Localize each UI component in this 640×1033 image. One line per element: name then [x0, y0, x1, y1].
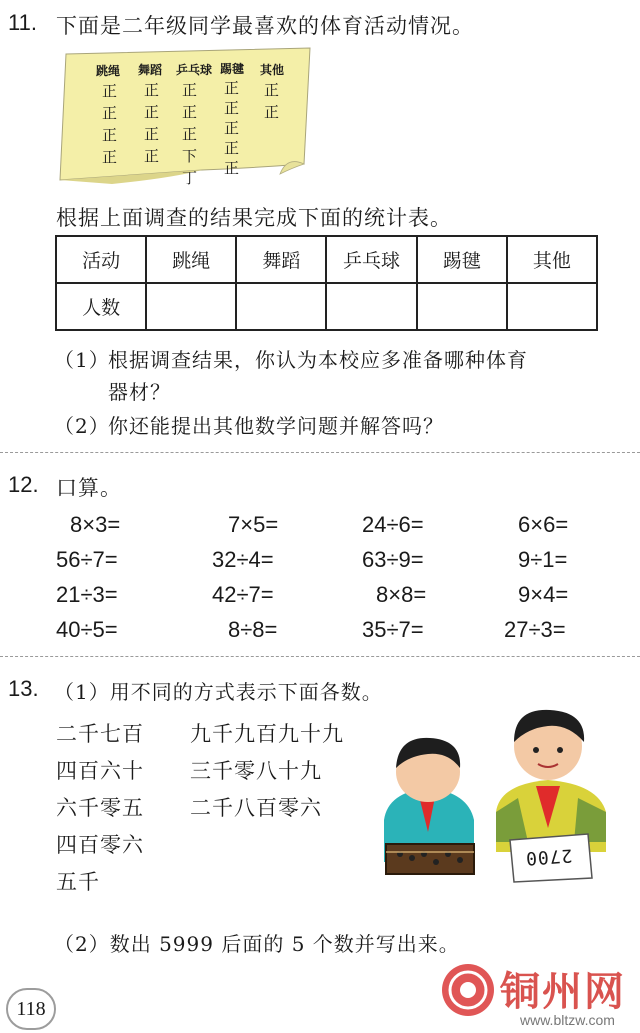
paper-number-text: 2700 [524, 844, 574, 869]
q11-sub1-line1: 根据调查结果，你认为本校应多准备哪种体育 [108, 348, 528, 372]
table-cell: 舞蹈 [236, 236, 326, 283]
tally-pingpong: 正 正 正 下 丁 [182, 81, 198, 187]
calc-item: 6×6= [518, 512, 569, 537]
q12-number: 12. [8, 472, 39, 497]
site-url: www.bltzw.com [520, 1012, 615, 1028]
number-word: 四百零六 [56, 833, 144, 857]
calc-item: 21÷3= [56, 582, 118, 607]
note-header-pingpong: 乒乓球 [176, 63, 213, 77]
divider [0, 452, 640, 453]
calc-item: 32÷4= [212, 547, 274, 572]
calc-item: 9÷1= [518, 547, 568, 572]
boy-abacus-icon [384, 738, 474, 874]
q11-sub1-marker: （1） [54, 348, 110, 372]
number-word: 九千九百九十九 [190, 722, 344, 746]
children-illustration [378, 702, 624, 892]
note-header-rope: 跳绳 [96, 64, 121, 78]
calc-item: 40÷5= [56, 617, 118, 642]
table-cell: 跳绳 [146, 236, 236, 283]
q12-title: 口算。 [56, 476, 122, 500]
survey-sticky-note [52, 46, 314, 186]
calc-item: 35÷7= [362, 617, 424, 642]
q11-instruction: 根据上面调查的结果完成下面的统计表。 [56, 206, 452, 230]
calc-item: 56÷7= [56, 547, 118, 572]
table-cell: 活动 [56, 236, 146, 283]
table-answer-cell[interactable] [236, 283, 326, 330]
q13-sub1: （1）用不同的方式表示下面各数。 [54, 680, 383, 704]
divider [0, 656, 640, 657]
table-cell: 乒乓球 [326, 236, 416, 283]
table-count-row [56, 283, 597, 330]
tally-shuttlecock: 正 正 正 正 正 [224, 79, 240, 177]
q11-sub2-marker: （2） [54, 414, 110, 438]
calc-item: 27÷3= [504, 617, 566, 642]
number-word: 二千七百 [56, 722, 144, 746]
calc-item: 8÷8= [228, 617, 278, 642]
number-word: 三千零八十九 [190, 759, 322, 783]
q11-number: 11. [8, 10, 37, 35]
table-answer-cell[interactable] [326, 283, 416, 330]
number-word: 五千 [56, 870, 100, 894]
table-cell: 踢毽 [417, 236, 507, 283]
site-logo-icon [440, 962, 496, 1018]
note-header-dance: 舞蹈 [138, 63, 163, 77]
note-header-other: 其他 [260, 63, 285, 77]
q13-sub2: （2）数出 5999 后面的 5 个数并写出来。 [54, 932, 460, 956]
q11-title: 下面是二年级同学最喜欢的体育活动情况。 [56, 14, 474, 38]
site-name: 铜州网 [500, 968, 626, 1015]
calc-item: 9×4= [518, 582, 569, 607]
calc-item: 8×3= [70, 512, 121, 537]
table-answer-cell[interactable] [507, 283, 597, 330]
number-word: 二千八百零六 [190, 796, 322, 820]
table-cell: 其他 [507, 236, 597, 283]
statistics-table [55, 235, 598, 331]
tally-rope: 正 正 正 正 [102, 82, 118, 166]
table-cell: 人数 [56, 283, 146, 330]
calc-item: 42÷7= [212, 582, 274, 607]
q11-sub2-text: 你还能提出其他数学问题并解答吗？ [108, 414, 444, 438]
tally-dance: 正 正 正 正 [144, 81, 160, 165]
q13-number: 13. [8, 676, 39, 701]
number-word: 四百六十 [56, 759, 144, 783]
tally-other: 正 正 [264, 81, 280, 121]
q11-sub1-line2: 器材？ [108, 380, 171, 404]
table-answer-cell[interactable] [417, 283, 507, 330]
calc-item: 63÷9= [362, 547, 424, 572]
table-header-row [56, 236, 597, 283]
table-answer-cell[interactable] [146, 283, 236, 330]
calc-item: 7×5= [228, 512, 279, 537]
note-header-shuttlecock: 踢毽 [220, 62, 245, 76]
number-word: 六千零五 [56, 796, 144, 820]
calc-item: 8×8= [376, 582, 427, 607]
calc-item: 24÷6= [362, 512, 424, 537]
page-number: 118 [6, 988, 56, 1030]
